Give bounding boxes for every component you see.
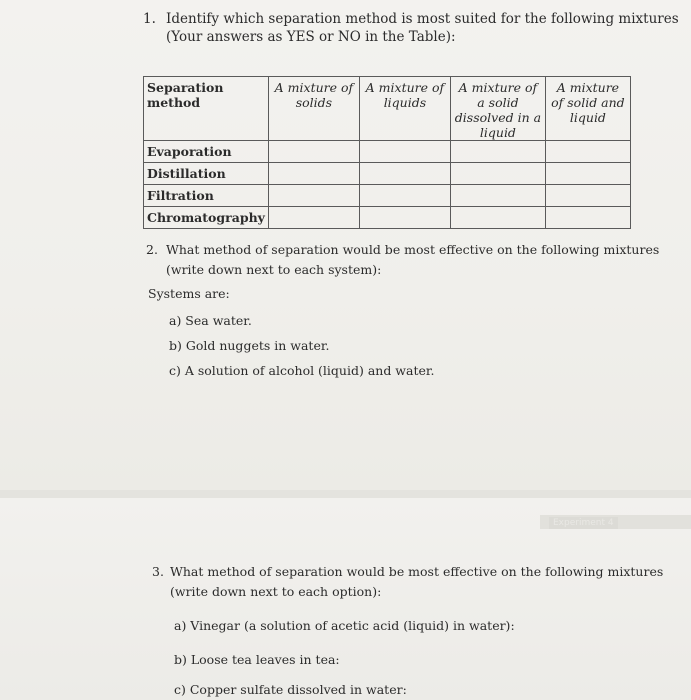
list-item: c) Copper sulfate dissolved in water: (174, 682, 407, 697)
list-item: a) Sea water. (169, 313, 252, 328)
answer-cell[interactable] (545, 185, 630, 207)
answer-cell[interactable] (268, 141, 359, 163)
question-1-text-line1: Identify which separation method is most suited for the following mixtures (166, 11, 679, 27)
list-item: b) Loose tea leaves in tea: (174, 652, 340, 667)
table-row (144, 141, 631, 163)
answer-cell[interactable] (450, 141, 545, 163)
systems-label: Systems are: (148, 286, 230, 301)
table-row (144, 207, 631, 229)
row-label-evaporation: Evaporation (144, 141, 269, 163)
row-label-filtration: Filtration (144, 185, 269, 207)
table-row (144, 163, 631, 185)
answer-cell[interactable] (268, 185, 359, 207)
answer-cell[interactable] (268, 163, 359, 185)
question-1-text-line2: (Your answers as YES or NO in the Table): (166, 29, 456, 45)
table-header-row (144, 77, 631, 141)
answer-cell[interactable] (450, 207, 545, 229)
answer-cell[interactable] (268, 207, 359, 229)
list-item: a) Vinegar (a solution of acetic acid (liquid) in water): (174, 618, 515, 633)
answer-cell[interactable] (359, 163, 450, 185)
answer-cell[interactable] (450, 185, 545, 207)
answer-cell[interactable] (359, 141, 450, 163)
list-item: c) A solution of alcohol (liquid) and water. (169, 363, 435, 378)
answer-cell[interactable] (545, 163, 630, 185)
question-3-number: 3. (152, 564, 164, 579)
header-separation-method: Separation method (144, 77, 269, 141)
answer-cell[interactable] (545, 207, 630, 229)
question-3-text-line2: (write down next to each option): (170, 584, 382, 599)
table-row (144, 185, 631, 207)
question-2-number: 2. (146, 242, 158, 257)
experiment-label: Experiment 4 (549, 517, 618, 529)
header-mixture-of-liquids: A mixture of liquids (359, 77, 450, 141)
header-solid-and-liquid: A mixture of solid and liquid (545, 77, 630, 141)
question-1-number: 1. (143, 11, 156, 27)
answer-cell[interactable] (545, 141, 630, 163)
answer-cell[interactable] (359, 207, 450, 229)
separation-methods-table (143, 76, 631, 229)
question-3-text-line1: What method of separation would be most effective on the following mixtures (170, 564, 664, 579)
row-label-distillation: Distillation (144, 163, 269, 185)
list-item: b) Gold nuggets in water. (169, 338, 330, 353)
header-mixture-of-solids: A mixture of solids (268, 77, 359, 141)
header-solid-dissolved-in-liquid: A mixture of a solid dissolved in a liquid (450, 77, 545, 141)
question-2-text-line1: What method of separation would be most effective on the following mixtures (166, 242, 660, 257)
answer-cell[interactable] (359, 185, 450, 207)
question-2-text-line2: (write down next to each system): (166, 262, 382, 277)
answer-cell[interactable] (450, 163, 545, 185)
row-label-chromatography: Chromatography (144, 207, 269, 229)
